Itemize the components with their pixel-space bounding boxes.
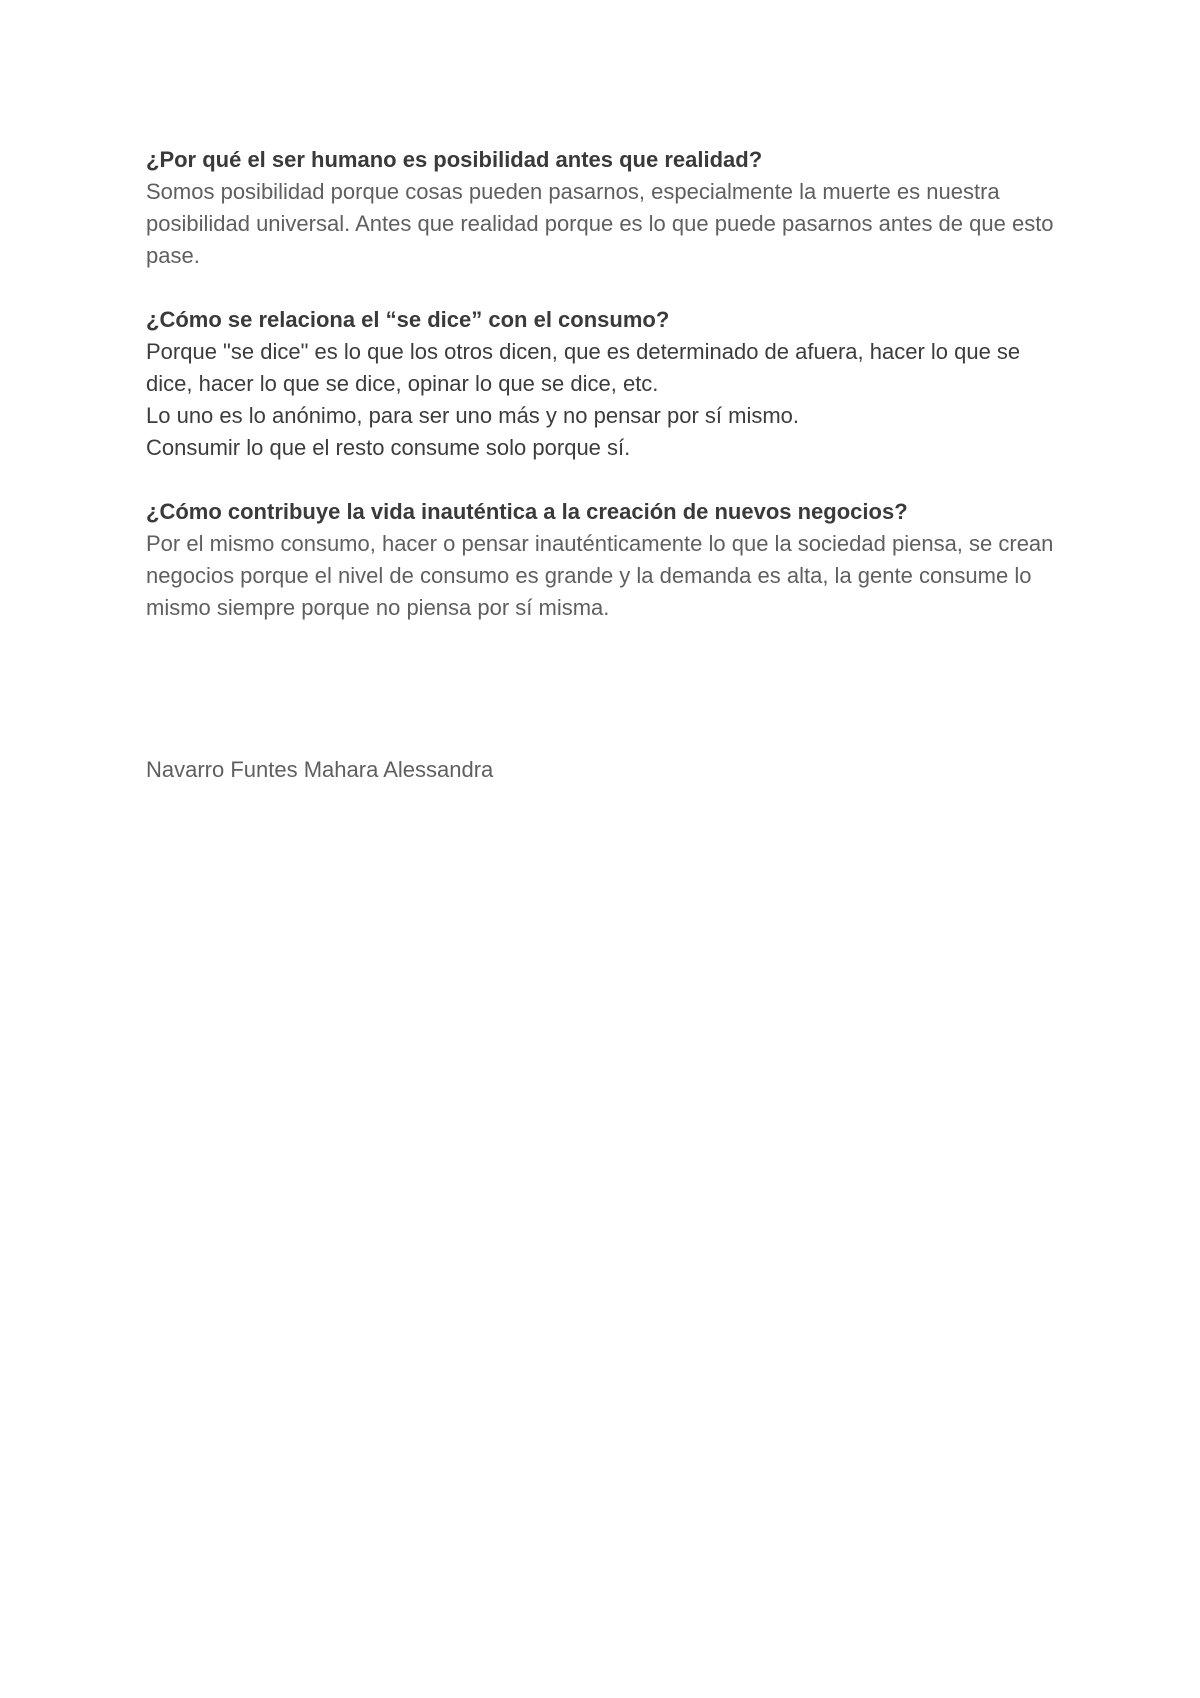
section-3 [146,496,1066,624]
section-2 [146,304,1066,464]
question-heading: ¿Cómo se relaciona el “se dice” con el consumo? [146,307,670,332]
answer-paragraph: Consumir lo que el resto consume solo porque sí. [146,435,631,460]
answer-paragraph: Somos posibilidad porque cosas pueden pasarnos, especialmente la muerte es nuestra posibilidad universal. Antes que realidad porque es lo que puede pasarnos antes de que esto pase. [146,179,1054,268]
document-body [146,144,1066,656]
author-signature: Navarro Funtes Mahara Alessandra [146,757,494,782]
answer-paragraph: Por el mismo consumo, hacer o pensar inauténticamente lo que la sociedad piensa, se crean negocios porque el nivel de consumo es grande y la demanda es alta, la gente consume lo mismo siempre porque no piensa por sí misma. [146,531,1054,620]
answer-paragraph: Porque "se dice" es lo que los otros dicen, que es determinado de afuera, hacer lo que se dice, hacer lo que se dice, opinar lo que se dice, etc. [146,339,1021,396]
section-1 [146,144,1066,272]
question-heading: ¿Por qué el ser humano es posibilidad antes que realidad? [146,147,763,172]
answer-paragraph: Lo uno es lo anónimo, para ser uno más y no pensar por sí mismo. [146,403,800,428]
question-heading: ¿Cómo contribuye la vida inauténtica a la creación de nuevos negocios? [146,499,908,524]
